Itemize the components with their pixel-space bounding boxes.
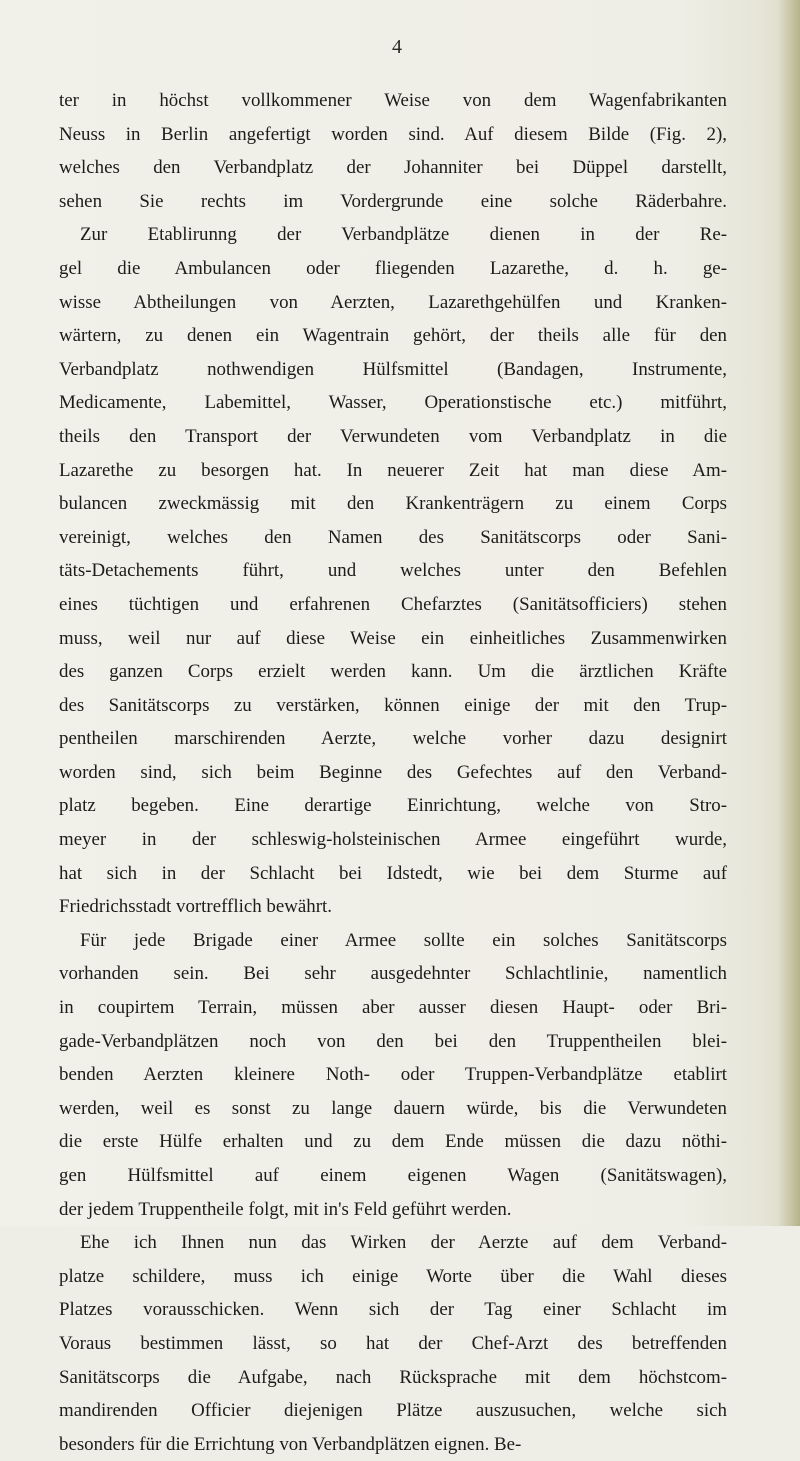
text-line: hat sich in der Schlacht bei Idstedt, wie bei dem Sturme auf xyxy=(59,862,727,884)
text-line: Ehe ich Ihnen nun das Wirken der Aerzte auf dem Verband- xyxy=(80,1232,727,1254)
text-line: Platzes vorausschicken. Wenn sich der Tag einer Schlacht im xyxy=(59,1299,727,1321)
text-line: muss, weil nur auf diese Weise ein einheitliches Zusammenwirken xyxy=(59,627,727,649)
body-text xyxy=(59,84,727,1461)
text-line: Sanitätscorps die Aufgabe, nach Rücksprache mit dem höchstcom- xyxy=(59,1366,727,1388)
text-line: benden Aerzten kleinere Noth- oder Truppen-Verbandplätze etablirt xyxy=(59,1064,727,1086)
text-line: pentheilen marschirenden Aerzte, welche vorher dazu designirt xyxy=(59,728,727,750)
text-line: theils den Transport der Verwundeten vom Verbandplatz in die xyxy=(59,425,727,447)
text-line: wisse Abtheilungen von Aerzten, Lazarethgehülfen und Kranken- xyxy=(59,291,727,313)
text-line: Voraus bestimmen lässt, so hat der Chef-Arzt des betreffenden xyxy=(59,1332,727,1354)
text-line: Friedrichsstadt vortrefflich bewährt. xyxy=(59,896,332,918)
text-line: Medicamente, Labemittel, Wasser, Operationstische etc.) mitführt, xyxy=(59,392,727,414)
text-line: mandirenden Officier diejenigen Plätze auszusuchen, welche sich xyxy=(59,1400,727,1422)
text-line: werden, weil es sonst zu lange dauern würde, bis die Verwundeten xyxy=(59,1097,727,1119)
text-line: gen Hülfsmittel auf einem eigenen Wagen (Sanitätswagen), xyxy=(59,1165,727,1186)
text-line: Zur Etablirunng der Verbandplätze dienen in der Re- xyxy=(80,224,727,246)
text-line: Neuss in Berlin angefertigt worden sind. Auf diesem Bilde (Fig. 2), xyxy=(59,123,727,145)
text-line: platze schildere, muss ich einige Worte über die Wahl dieses xyxy=(59,1265,727,1287)
text-line: des Sanitätscorps zu verstärken, können einige der mit den Trup- xyxy=(59,694,727,716)
text-line: der jedem Truppentheile folgt, mit in's Feld geführt werden. xyxy=(59,1198,512,1220)
text-line: besonders für die Errichtung von Verbandplätzen eignen. Be- xyxy=(59,1433,522,1455)
text-line: wärtern, zu denen ein Wagentrain gehört, der theils alle für den xyxy=(59,325,727,347)
text-line: sehen Sie rechts im Vordergrunde eine solche Räderbahre. xyxy=(59,190,727,212)
text-line: worden sind, sich beim Beginne des Gefechtes auf den Verband- xyxy=(59,761,727,783)
text-line: vorhanden sein. Bei sehr ausgedehnter Schlachtlinie, namentlich xyxy=(59,963,727,985)
text-line: vereinigt, welches den Namen des Sanitätscorps oder Sani- xyxy=(59,526,727,548)
page-number: 4 xyxy=(392,36,402,58)
text-line: Lazarethe zu besorgen hat. In neuerer Zeit hat man diese Am- xyxy=(59,459,727,481)
text-line: des ganzen Corps erzielt werden kann. Um die ärztlichen Kräfte xyxy=(59,661,727,683)
text-line: eines tüchtigen und erfahrenen Chefarztes (Sanitätsofficiers) stehen xyxy=(59,593,727,615)
text-line: gel die Ambulancen oder fliegenden Lazarethe, d. h. ge- xyxy=(59,257,727,279)
text-line: die erste Hülfe erhalten und zu dem Ende müssen die dazu nöthi- xyxy=(59,1131,727,1153)
text-line: in coupirtem Terrain, müssen aber ausser diesen Haupt- oder Bri- xyxy=(59,997,727,1019)
text-line: ter in höchst vollkommener Weise von dem Wagenfabrikanten xyxy=(59,90,727,111)
text-line: meyer in der schleswig-holsteinischen Armee eingeführt wurde, xyxy=(59,829,727,851)
text-line: welches den Verbandplatz der Johanniter bei Düppel darstellt, xyxy=(59,157,727,179)
text-line: Für jede Brigade einer Armee sollte ein solches Sanitätscorps xyxy=(80,929,727,951)
text-line: bulancen zweckmässig mit den Krankenträgern zu einem Corps xyxy=(59,493,727,515)
text-line: Verbandplatz nothwendigen Hülfsmittel (Bandagen, Instrumente, xyxy=(59,358,727,380)
text-line: täts-Detachements führt, und welches unter den Befehlen xyxy=(59,560,727,582)
text-line: platz begeben. Eine derartige Einrichtung, welche von Stro- xyxy=(59,795,727,817)
text-line: gade-Verbandplätzen noch von den bei den Truppentheilen blei- xyxy=(59,1030,727,1052)
page-edge-shadow xyxy=(778,0,800,1226)
